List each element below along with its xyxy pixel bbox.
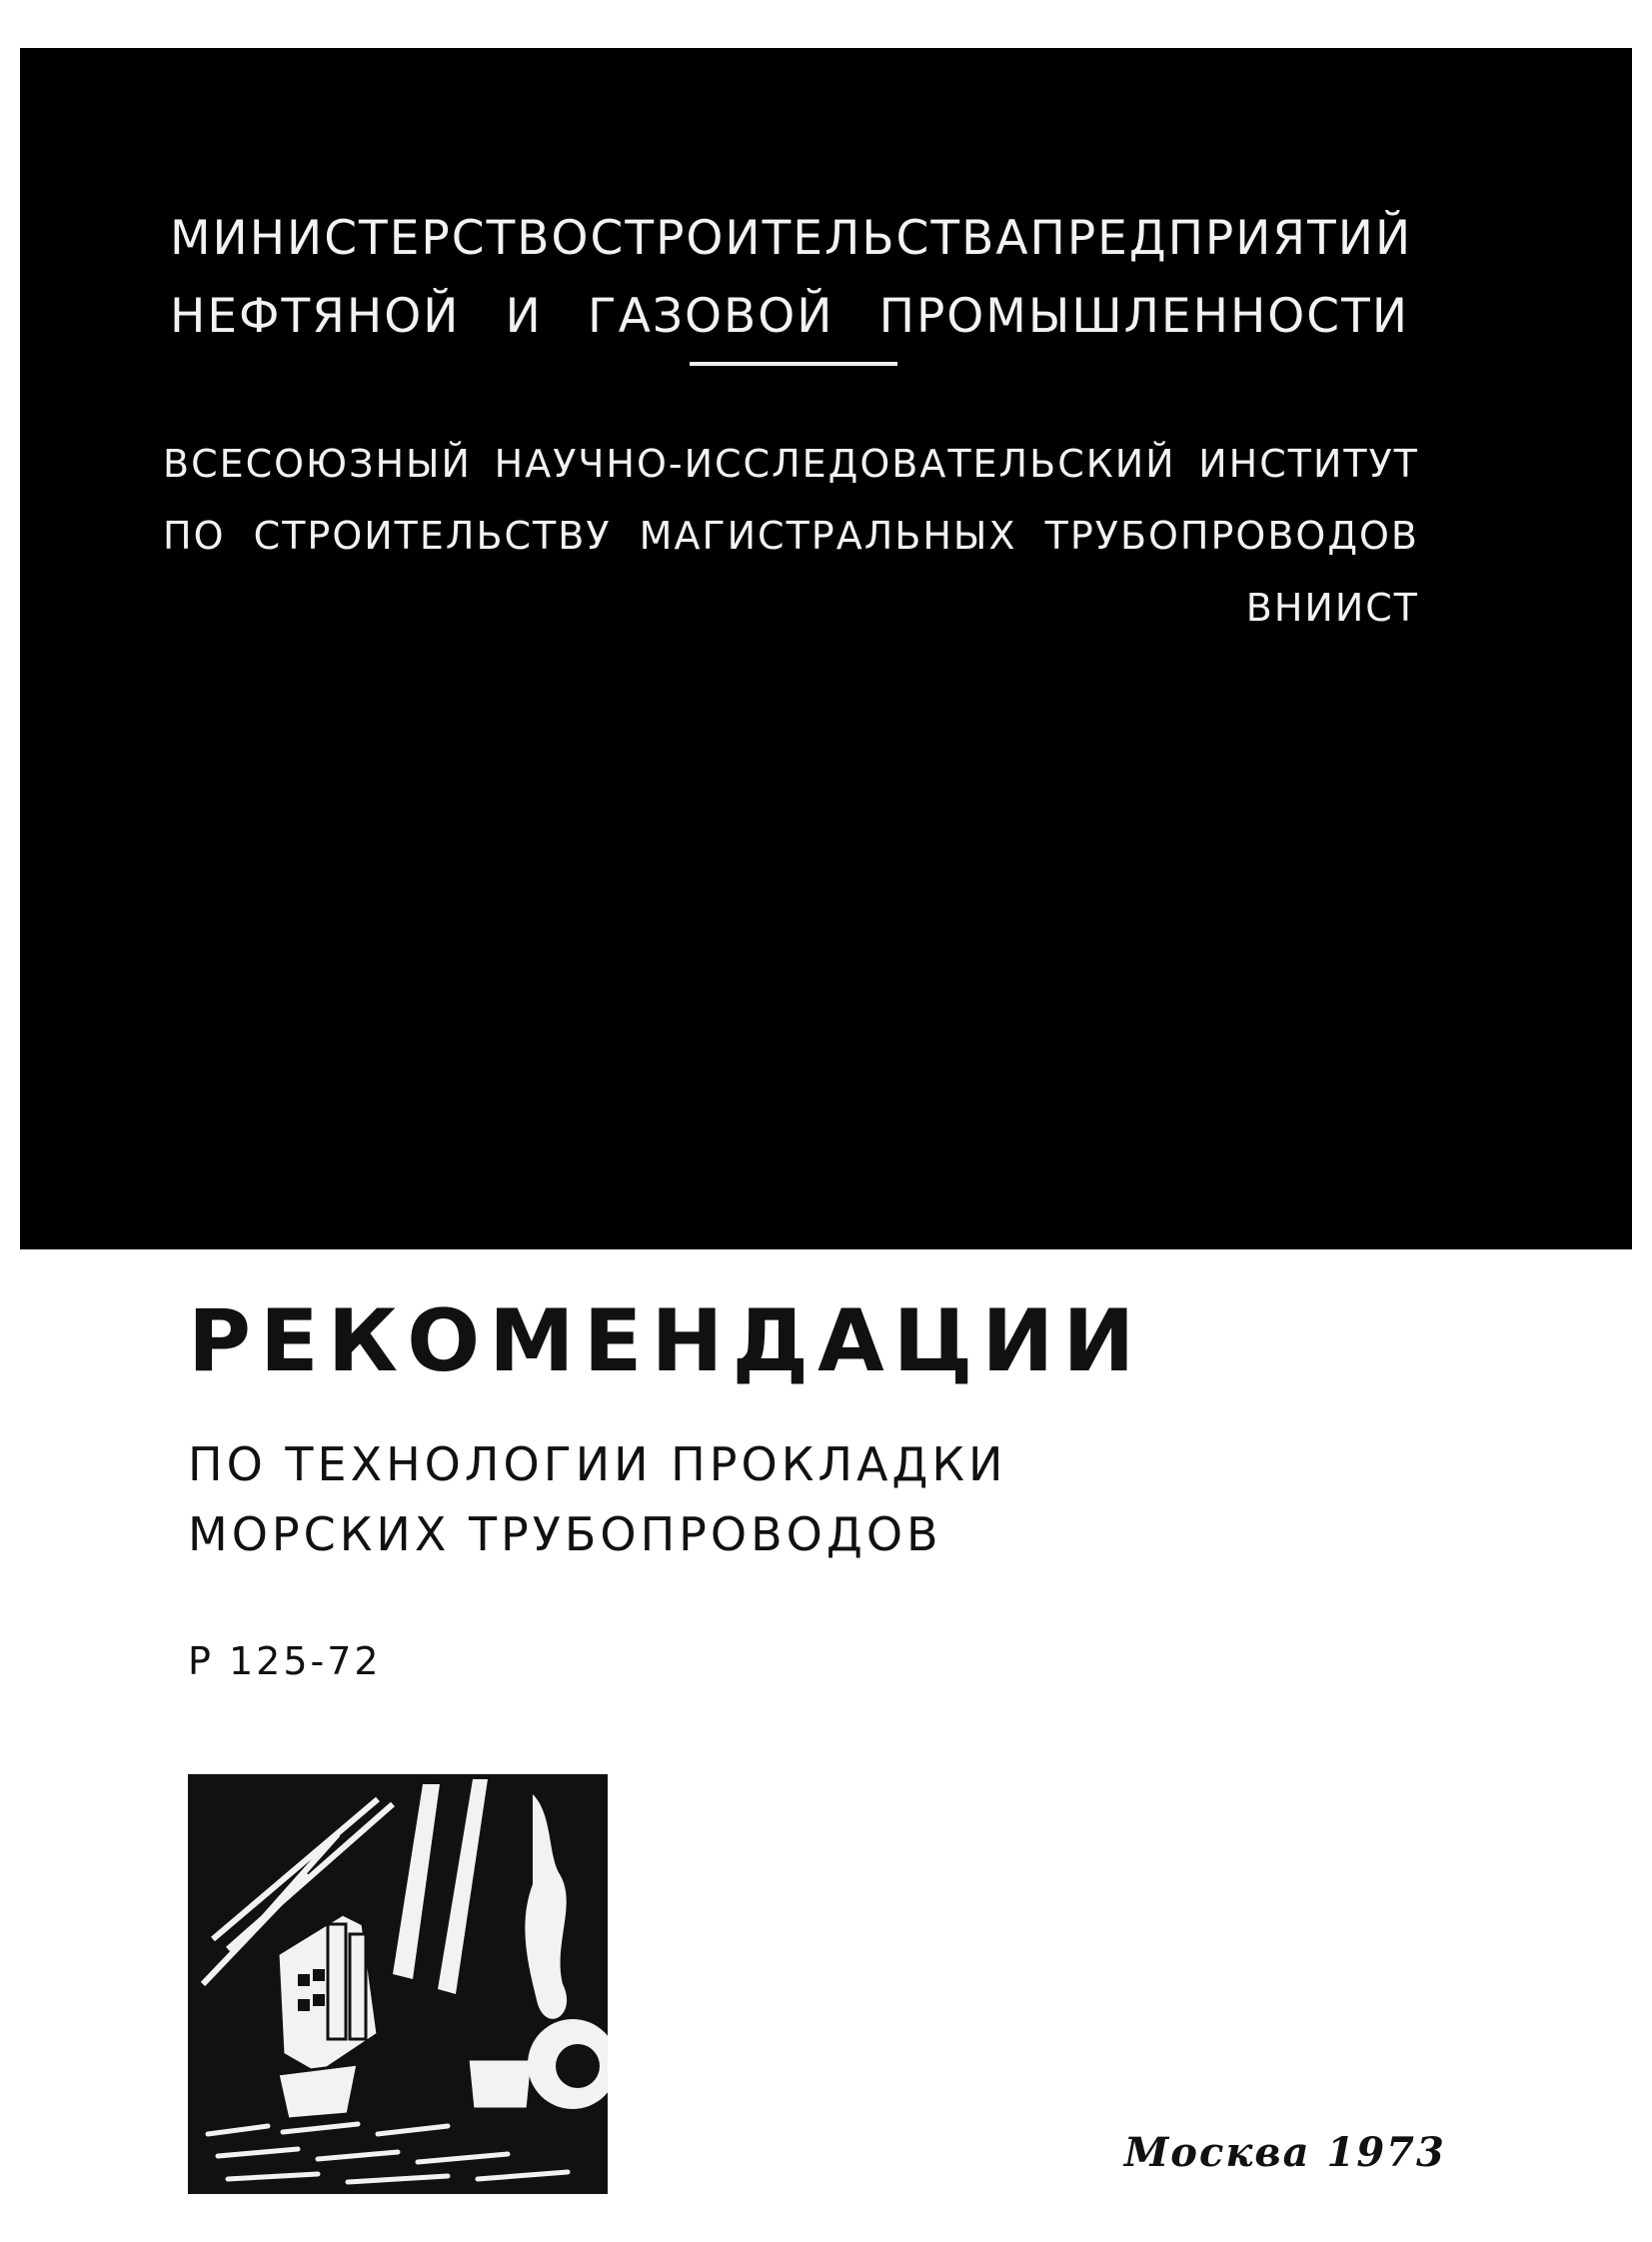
institute-name — [163, 428, 1419, 644]
ministry-word: ПРЕДПРИЯТИЙ — [1029, 211, 1413, 266]
institute-word: ВСЕСОЮЗНЫЙ — [163, 442, 472, 486]
institute-word: ПО — [163, 514, 226, 558]
document-code: Р 125-72 — [188, 1639, 382, 1683]
ministry-word: СТРОИТЕЛЬСТВА — [590, 211, 1030, 266]
header-divider — [690, 362, 897, 366]
publication-place-year: Москва 1973 — [1124, 2129, 1446, 2176]
institute-line-1 — [163, 428, 1419, 500]
ministry-name — [170, 200, 1413, 356]
ministry-line-2 — [170, 278, 1409, 356]
ministry-word: НЕФТЯНОЙ — [170, 289, 461, 344]
institute-word: МАГИСТРАЛЬНЫХ — [639, 514, 1017, 558]
subtitle-line-2: МОРСКИХ ТРУБОПРОВОДОВ — [188, 1507, 942, 1561]
institute-word: ИНСТИТУТ — [1198, 442, 1419, 486]
institute-abbreviation: ВНИИСТ — [1245, 586, 1419, 630]
ministry-word: И — [505, 289, 543, 344]
document-subtitle — [188, 1429, 1006, 1569]
ministry-line-1 — [170, 200, 1413, 278]
institute-line-2 — [163, 500, 1419, 572]
ministry-word: МИНИСТЕРСТВО — [170, 211, 591, 266]
institute-word: ТРУБОПРОВОДОВ — [1044, 514, 1419, 558]
document-title: РЕКОМЕНДАЦИИ — [188, 1291, 1144, 1391]
institute-word: НАУЧНО-ИССЛЕДОВАТЕЛЬСКИЙ — [494, 442, 1176, 486]
institute-word: СТРОИТЕЛЬСТВУ — [253, 514, 612, 558]
ministry-word: ПРОМЫШЛЕННОСТИ — [878, 289, 1409, 344]
ministry-word: ГАЗОВОЙ — [588, 289, 834, 344]
subtitle-line-1: ПО ТЕХНОЛОГИИ ПРОКЛАДКИ — [188, 1437, 1007, 1491]
pipelaying-emblem-icon — [188, 1774, 608, 2194]
